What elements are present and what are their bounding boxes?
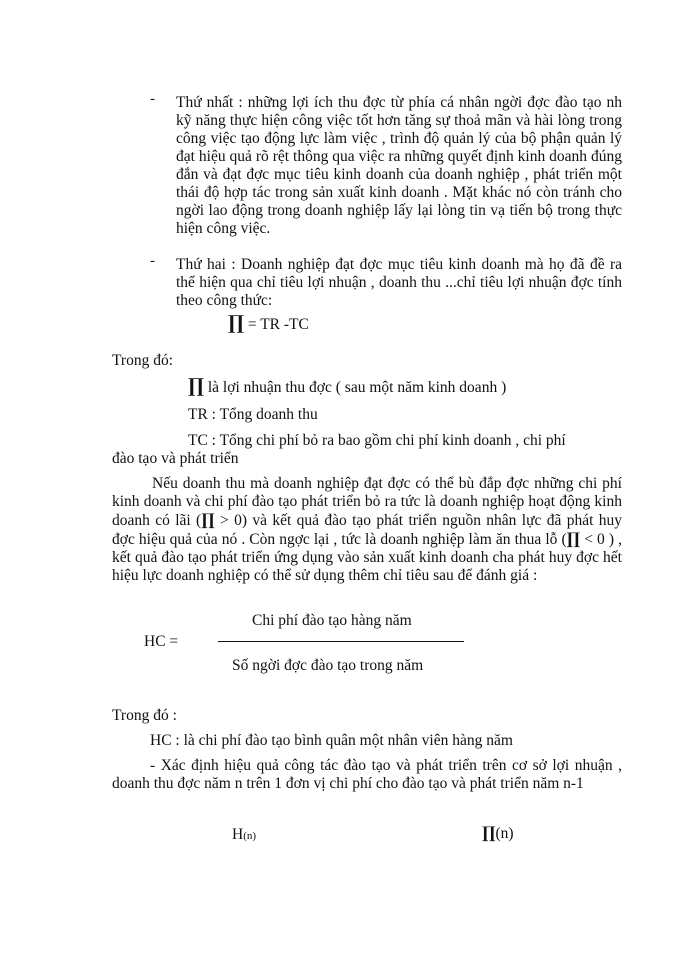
pi-symbol: ∏ [201,510,215,529]
where-label: Trong đó: [112,352,174,369]
pi-symbol: ∏ [188,375,204,397]
definition-tc: TC : Tổng chi phí bỏ ra bao gồm chi phí kinh doanh , chi phí [188,432,566,449]
h-main: H [232,826,244,843]
definition-tc-cont: đào tạo và phát triển [112,450,239,467]
formula-h [232,826,256,845]
where-label-2: Trong đó : [112,707,177,724]
bullet-item-first [150,91,622,238]
formula-pi-n [482,824,514,843]
formula-profit-rhs: = TR -TC [244,316,309,333]
bullet-text: Thứ nhất : những lợi ích thu đợc từ phía cá nhân ngời đợc đào tạo nh kỹ năng thực hiện công việc tốt hơn tăng sự thoả mãn và hài lòng trong công việc tạo động lực làm việc , trình độ quản lý của bộ phận quản lý đạt hiệu quả rõ rệt thông qua việc ra những quyết định kinh doanh đúng đắn và đạt đợc mục tiêu kinh doanh của doanh nghiệp , phát triển một thái độ hợp tác trong sản xuất kinh doanh . Mặt khác nó còn tránh cho ngời lao động trong doanh nghiệp lấy lại lòng tin vạ tiến bộ trong thực hiện công việc. [176,94,622,237]
fraction-lhs: HC = [144,633,179,650]
bullet-marker: - [150,91,155,107]
bullet-marker: - [150,253,155,269]
pi-symbol: ∏ [566,529,581,548]
fraction-numerator: Chi phí đào tạo hàng năm [252,612,412,629]
definition-hc: HC : là chi phí đào tạo bình quân một nhân viên hàng năm [150,732,513,749]
definition-pi-text: là lợi nhuận thu đợc ( sau một năm kinh doanh ) [204,379,507,396]
paragraph-efficiency: - Xác định hiệu quả công tác đào tạo và phát triển trên cơ sở lợi nhuận , doanh thu đợc năm n trên 1 đơn vị chi phí cho đào tạo và phát triển năm n-1 [112,757,622,792]
definition-tr: TR : Tổng doanh thu [188,406,318,423]
h-subscript: (n) [243,830,257,842]
pi-symbol: ∏ [228,312,244,334]
fraction-denominator: Số ngời đợc đào tạo trong năm [232,657,424,674]
bullet-text: Thứ hai : Doanh nghiệp đạt đợc mục tiêu kinh doanh mà họ đã đề ra thể hiện qua chỉ tiêu lợi nhuận , doanh thu ...chỉ tiêu lợi nhuận đợc tính theo công thức: [176,256,622,309]
definition-pi [188,377,506,397]
pi-argument: (n) [495,825,514,842]
paragraph-part: > 0) và kết quả đào tạo phát triển nguồn nhân lực đã phát huy đợc hiệu quả của nó . Còn ngợc lại , tức là doanh nghiệp làm ăn thua lỗ ( [112,512,622,548]
paragraph-part: < 0 ) , kết quả đào tạo phát triển ứng dụng vào sản xuất kinh doanh cha phát huy đợc hết hiệu lực doanh nghiệp có thể sử dụng thêm chỉ tiêu sau để đánh giá : [112,531,622,584]
formula-profit [228,314,309,334]
bullet-item-second [150,253,622,310]
fraction-bar [218,641,464,642]
paragraph-revenue [112,475,622,585]
paragraph-part: Nếu doanh thu mà doanh nghiệp đạt đợc có thể bù đắp đợc những chi phí kinh doanh và chi phí đào tạo phát triển bỏ ra tức là doanh nghiệp hoạt động kinh doanh có lãi ( [112,475,622,529]
pi-symbol: ∏ [482,823,496,842]
